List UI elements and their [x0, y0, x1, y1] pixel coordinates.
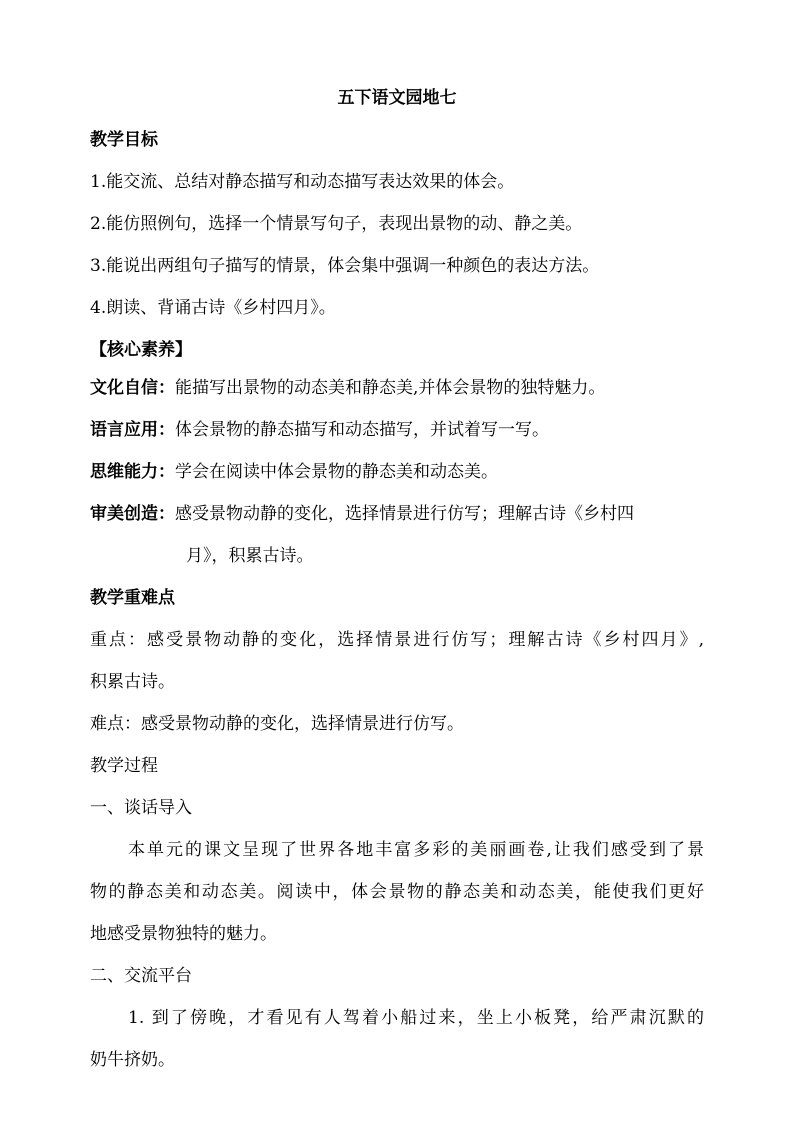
literacy-text: 感受景物动静的变化，选择情景进行仿写；理解古诗《乡村四 — [175, 504, 634, 524]
part1-heading: 一、谈话导入 — [90, 798, 192, 818]
goal-item-1: 1.能交流、总结对静态描写和动态描写表达效果的体会。 — [90, 172, 515, 192]
goals-heading: 教学目标 — [90, 130, 158, 150]
literacy-label: 思维能力： — [90, 462, 175, 482]
part1-para-line-3: 地感受景物独特的魅力。 — [90, 924, 277, 944]
focus-line-1: 重点：感受景物动静的变化，选择情景进行仿写；理解古诗《乡村四月》, — [90, 630, 704, 650]
literacy-heading: 【核心素养】 — [90, 340, 192, 360]
literacy-label: 审美创造： — [90, 504, 175, 524]
process-heading: 教学过程 — [90, 756, 158, 776]
part1-para-line-1: 本单元的课文呈现了世界各地丰富多彩的美丽画卷,让我们感受到了景 — [128, 840, 704, 860]
literacy-item-aesthetic — [90, 502, 634, 526]
goal-item-4: 4.朗读、背诵古诗《乡村四月》。 — [90, 298, 336, 318]
part2-item1-line-1: 1. 到了傍晚，才看见有人驾着小船过来，坐上小板凳，给严肃沉默的 — [128, 1008, 704, 1028]
literacy-label: 语言应用： — [90, 420, 175, 440]
part2-heading: 二、交流平台 — [90, 966, 192, 986]
literacy-text: 能描写出景物的动态美和静态美,并体会景物的独特魅力。 — [175, 378, 606, 398]
part2-item1-line-2: 奶牛挤奶。 — [90, 1050, 175, 1070]
literacy-item-language — [90, 418, 549, 442]
difficulty-line: 难点：感受景物动静的变化，选择情景进行仿写。 — [90, 714, 464, 734]
part1-para-line-2: 物的静态美和动态美。阅读中，体会景物的静态美和动态美，能使我们更好 — [90, 882, 704, 902]
literacy-label: 文化自信： — [90, 378, 175, 398]
literacy-aesthetic-continuation: 月》，积累古诗。 — [186, 546, 314, 566]
literacy-text: 体会景物的静态描写和动态描写，并试着写一写。 — [175, 420, 549, 440]
key-points-heading: 教学重难点 — [90, 588, 175, 608]
goal-item-2: 2.能仿照例句，选择一个情景写句子，表现出景物的动、静之美。 — [90, 214, 583, 234]
goal-item-3: 3.能说出两组句子描写的情景，体会集中强调一种颜色的表达方法。 — [90, 256, 600, 276]
document-title: 五下语文园地七 — [337, 88, 457, 108]
focus-line-2: 积累古诗。 — [90, 672, 175, 692]
literacy-text: 学会在阅读中体会景物的静态美和动态美。 — [175, 462, 498, 482]
literacy-item-thinking — [90, 460, 498, 484]
literacy-item-culture — [90, 376, 605, 400]
